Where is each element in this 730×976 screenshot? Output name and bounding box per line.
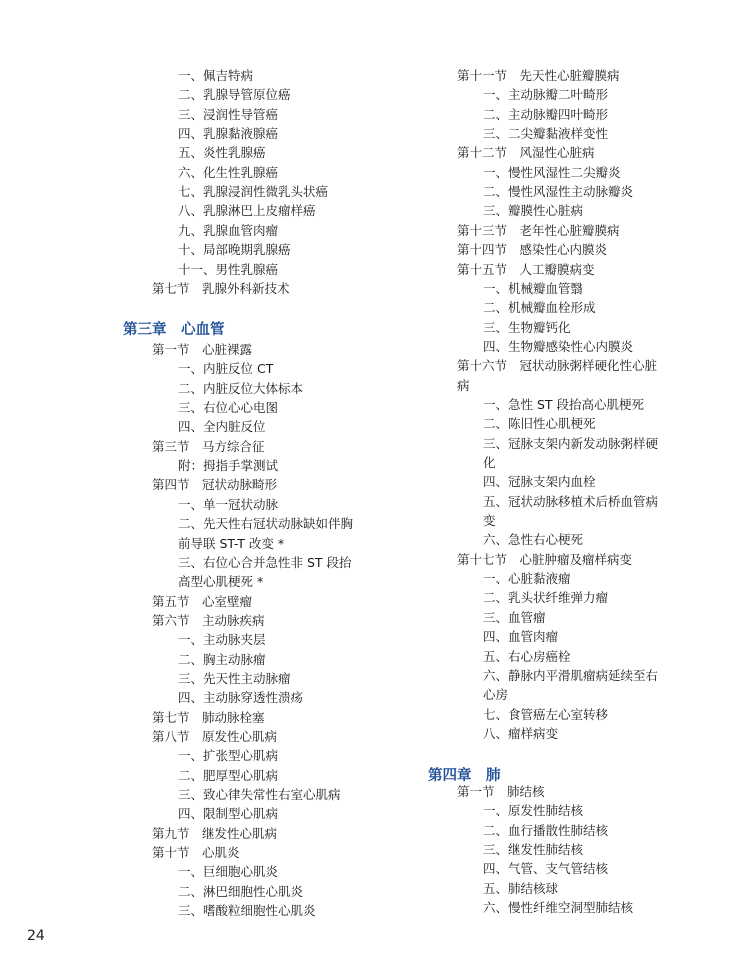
toc-entry: 四、全内脏反位 (178, 419, 266, 435)
toc-entry: 五、肺结核球 (483, 880, 559, 896)
toc-entry: 六、急性右心梗死 (483, 532, 584, 548)
toc-entry: 四、主动脉穿透性溃疡 (178, 690, 304, 706)
toc-entry: 四、乳腺黏液腺癌 (178, 126, 279, 142)
toc-entry: 二、主动脉瓣四叶畸形 (483, 106, 609, 122)
toc-entry: 三、浸润性导管癌 (178, 106, 279, 122)
toc-entry: 二、乳腺导管原位癌 (178, 87, 291, 103)
toc-entry: 二、血行播散性肺结核 (483, 822, 609, 838)
toc-section: 第五节 心室壁瘤 (152, 593, 253, 609)
toc-entry: 二、先天性右冠状动脉缺如伴胸 (178, 516, 354, 532)
toc-section: 第七节 肺动脉栓塞 (152, 709, 265, 725)
toc-entry: 十一、男性乳腺癌 (178, 261, 279, 277)
toc-entry: 二、肥厚型心肌病 (178, 767, 279, 783)
toc-entry: 一、急性 ST 段抬高心肌梗死 (483, 396, 645, 412)
toc-entry: 附：拇指手掌测试 (178, 458, 279, 474)
toc-entry: 三、血管瘤 (483, 609, 546, 625)
toc-entry: 变 (483, 513, 496, 529)
toc-entry: 一、内脏反位 CT (178, 361, 274, 377)
toc-entry: 五、冠状动脉移植术后桥血管病 (483, 493, 659, 509)
toc-entry: 六、化生性乳腺癌 (178, 164, 279, 180)
toc-entry: 二、内脏反位大体标本 (178, 380, 304, 396)
toc-entry: 六、静脉内平滑肌瘤病延续至右 (483, 667, 659, 683)
toc-entry: 二、机械瓣血栓形成 (483, 300, 596, 316)
toc-section: 第三节 马方综合征 (152, 438, 265, 454)
toc-section: 病 (457, 377, 470, 393)
toc-section: 第十五节 人工瓣膜病变 (457, 261, 595, 277)
toc-entry: 五、炎性乳腺癌 (178, 145, 266, 161)
toc-entry: 八、乳腺淋巴上皮瘤样癌 (178, 203, 316, 219)
toc-entry: 二、胸主动脉瘤 (178, 651, 266, 667)
toc-entry: 四、生物瓣感染性心内膜炎 (483, 338, 634, 354)
toc-entry: 三、嗜酸粒细胞性心肌炎 (178, 903, 316, 919)
toc-entry: 六、慢性纤维空洞型肺结核 (483, 900, 634, 916)
toc-section: 第十一节 先天性心脏瓣膜病 (457, 68, 620, 83)
toc-entry: 三、先天性主动脉瘤 (178, 670, 291, 686)
toc-entry: 二、乳头状纤维弹力瘤 (483, 590, 609, 606)
toc-section: 第十三节 老年性心脏瓣膜病 (457, 222, 620, 238)
toc-entry: 四、血管肉瘤 (483, 629, 559, 645)
toc-entry: 四、气管、支气管结核 (483, 861, 609, 877)
toc-entry: 高型心肌梗死 * (178, 574, 264, 590)
toc-entry: 三、二尖瓣黏液样变性 (483, 126, 609, 142)
toc-section: 第一节 肺结核 (457, 784, 545, 799)
toc-entry: 二、陈旧性心肌梗死 (483, 416, 596, 432)
toc-section: 第十四节 感染性心内膜炎 (457, 242, 608, 258)
toc-entry: 二、淋巴细胞性心肌炎 (178, 883, 304, 899)
toc-entry: 前导联 ST-T 改变 * (178, 535, 285, 551)
toc-entry: 三、瓣膜性心脏病 (483, 203, 584, 219)
toc-section: 第十六节 冠状动脉粥样硬化性心脏 (457, 358, 658, 374)
toc-entry: 四、限制型心肌病 (178, 806, 279, 822)
toc-section: 第八节 原发性心肌病 (152, 729, 278, 744)
toc-entry: 三、生物瓣钙化 (483, 319, 571, 335)
toc-entry: 三、继发性肺结核 (483, 842, 584, 858)
toc-entry: 一、主动脉夹层 (178, 632, 266, 648)
toc-entry: 十、局部晚期乳腺癌 (178, 242, 291, 258)
toc-entry: 一、主动脉瓣二叶畸形 (483, 87, 609, 103)
toc-entry: 三、右位心心电图 (178, 400, 279, 416)
toc-entry: 一、心脏黏液瘤 (483, 571, 571, 587)
toc-entry: 一、慢性风湿性二尖瓣炎 (483, 164, 621, 180)
toc-section: 第十二节 风湿性心脏病 (457, 145, 595, 161)
toc-entry: 八、瘤样病变 (483, 725, 559, 741)
toc-entry: 三、致心律失常性右室心肌病 (178, 787, 341, 803)
toc-section: 第四节 冠状动脉畸形 (152, 477, 278, 493)
toc-entry: 化 (483, 455, 496, 470)
toc-entry: 一、单一冠状动脉 (178, 496, 279, 512)
toc-section: 第七节 乳腺外科新技术 (152, 280, 290, 296)
chapter-heading: 第四章 肺 (428, 768, 501, 784)
toc-entry: 一、巨细胞心肌炎 (178, 864, 279, 880)
page-number: 24 (27, 928, 45, 944)
toc-section: 第十七节 心脏肿瘤及瘤样病变 (457, 551, 633, 567)
toc-entry: 三、右位心合并急性非 ST 段抬 (178, 554, 352, 570)
toc-section: 第十节 心肌炎 (152, 845, 240, 861)
toc-entry: 七、乳腺浸润性微乳头状癌 (178, 184, 329, 200)
toc-entry: 一、佩吉特病 (178, 68, 254, 83)
toc-entry: 心房 (483, 687, 509, 703)
chapter-heading: 第三章 心血管 (123, 322, 225, 338)
toc-entry: 五、右心房癌栓 (483, 648, 571, 664)
toc-entry: 七、食管癌左心室转移 (483, 706, 609, 722)
toc-entry: 一、原发性肺结核 (483, 803, 584, 819)
toc-section: 第一节 心脏裸露 (152, 342, 253, 357)
toc-entry: 三、冠脉支架内新发动脉粥样硬 (483, 435, 659, 451)
toc-entry: 一、机械瓣血管翳 (483, 280, 584, 296)
toc-entry: 九、乳腺血管肉瘤 (178, 222, 279, 238)
toc-entry: 二、慢性风湿性主动脉瓣炎 (483, 184, 634, 200)
toc-section: 第九节 继发性心肌病 (152, 825, 278, 841)
toc-entry: 一、扩张型心肌病 (178, 748, 279, 764)
toc-section: 第六节 主动脉疾病 (152, 612, 265, 628)
toc-entry: 四、冠脉支架内血栓 (483, 474, 596, 490)
